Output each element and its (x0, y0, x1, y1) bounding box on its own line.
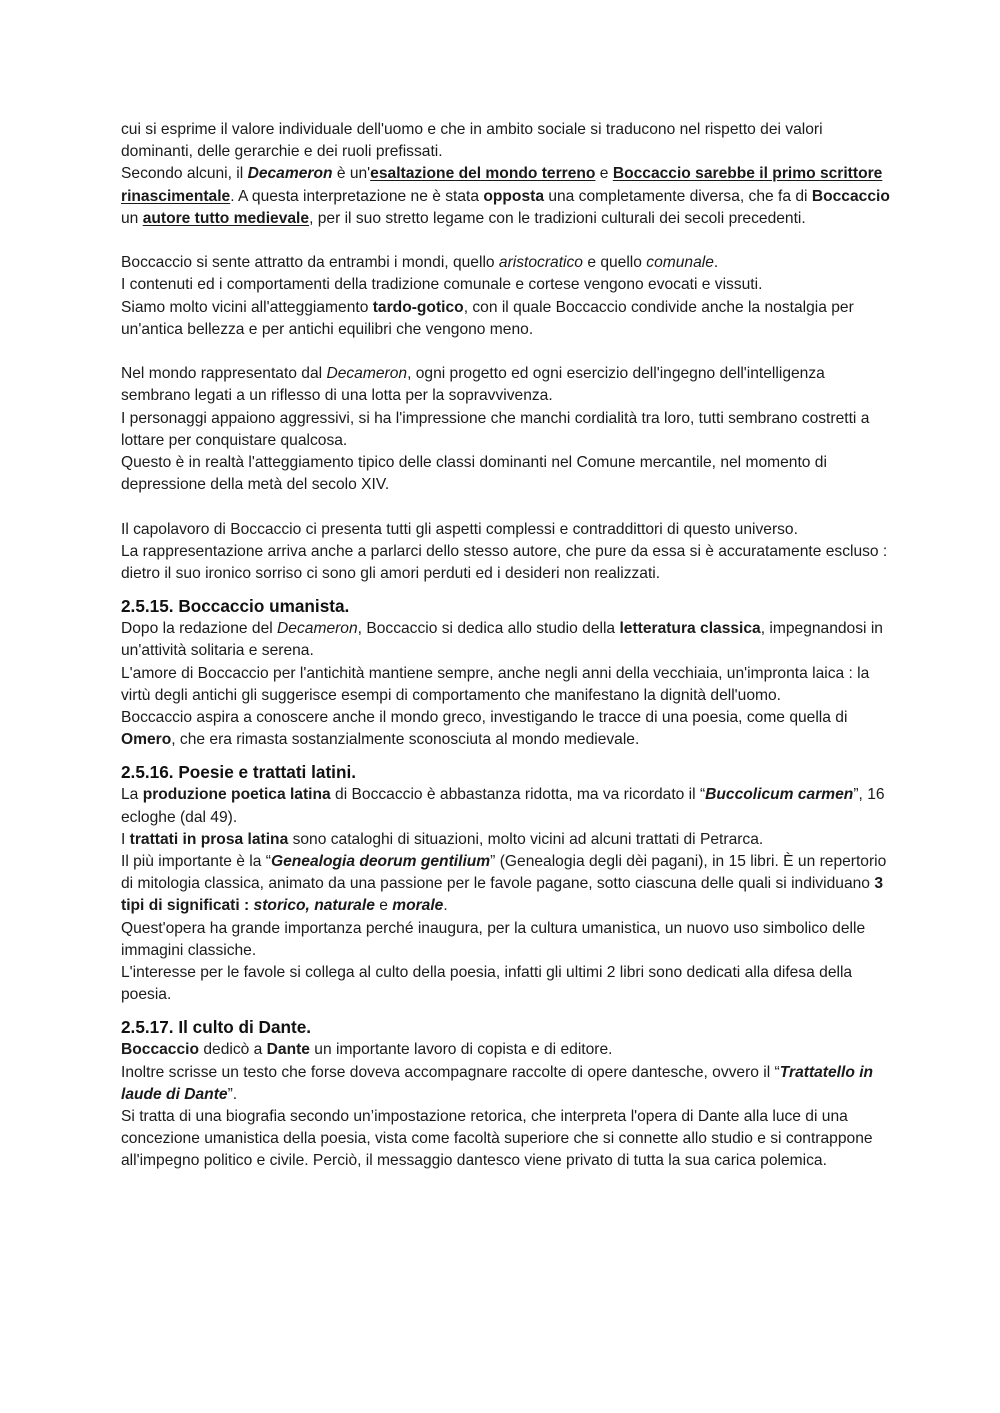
paragraph-gap (121, 341, 891, 363)
paragraph (121, 297, 891, 341)
text-run: un (121, 209, 143, 227)
text-run: . (443, 897, 448, 915)
underlined-keyword: Boccaccio sarebbe il primo scrittore rinascimentale (121, 165, 883, 205)
text-run: , impegnandosi in un'attività solitaria e serena. (121, 620, 883, 660)
paragraph: I personaggi appaiono aggressivi, si ha l'impressione che manchi cordialità tra loro, tutti sembrano costretti a lottare per conquistare qualcosa. (121, 409, 870, 449)
text-run: dedicò a (199, 1041, 267, 1059)
paragraph (121, 163, 891, 230)
text-run: , ogni progetto ed ogni esercizio dell'ingegno dell'intelligenza sembrano legati a un riflesso di una lotta per la sopravvivenza. (121, 365, 825, 405)
paragraph (121, 363, 891, 407)
paragraph (121, 252, 891, 274)
text-run: ”, 16 ecloghe (dal 49). (121, 786, 885, 826)
bold-keyword: opposta (483, 187, 544, 205)
bold-keyword: Boccaccio (811, 187, 890, 205)
section-heading: 2.5.17. Il culto di Dante. (121, 1017, 312, 1038)
paragraph: L'amore di Boccaccio per l'antichità mantiene sempre, anche negli anni della vecchiaia, un'impronta laica : la virtù degli antichi gli suggerisce esempi di comportamento che manifestano la dignità dell'uomo. (121, 664, 870, 704)
paragraph: L'interesse per le favole si collega al culto della poesia, infatti gli ultimi 2 libri sono dedicati alla difesa della poesia. (121, 964, 853, 1004)
text-run: è un' (332, 165, 371, 183)
italic-term: aristocratico (498, 254, 583, 272)
text-run: Secondo alcuni, il (121, 165, 248, 183)
text-run: Siamo molto vicini all'atteggiamento (121, 298, 373, 316)
paragraph: La rappresentazione arriva anche a parlarci dello stesso autore, che pure da essa si è accuratamente escluso : dietro il suo ironico sorriso ci sono gli amori perduti ed i desideri non realizzati. (121, 542, 888, 583)
text-run: Boccaccio aspira a conoscere anche il mondo greco, investigando le tracce di una poesia, come quella di (121, 709, 848, 727)
bold-italic-term: morale (392, 897, 444, 915)
paragraph (121, 1062, 891, 1106)
text-run: un importante lavoro di copista e di editore. (309, 1041, 613, 1059)
work-title: Trattatello in laude di Dante (121, 1063, 874, 1103)
text-run: Il più importante è la “ (121, 853, 271, 871)
paragraph (121, 707, 891, 751)
text-run: , Boccaccio si dedica allo studio della (357, 620, 620, 638)
text-run: ”. (227, 1085, 238, 1103)
bold-keyword: letteratura classica (619, 620, 761, 638)
italic-term: comunale (646, 254, 714, 272)
paragraph: Quest'opera ha grande importanza perché inaugura, per la cultura umanistica, un nuovo uso simbolico delle immagini classiche. (121, 919, 866, 959)
paragraph (121, 1039, 891, 1061)
text-run: , per il suo stretto legame con le tradizioni culturali dei secoli precedenti. (309, 209, 806, 227)
paragraph-gap (121, 230, 891, 252)
paragraph (121, 829, 891, 851)
text-run: e (595, 165, 613, 183)
work-title: Buccolicum carmen (705, 786, 854, 804)
text-run: ” (Genealogia degli dèi pagani), in 15 libri. È un repertorio di mitologia classica, animato da una passione per le favole pagane, sotto ciascuna delle quali si individuano (121, 853, 887, 893)
bold-keyword: Omero (121, 731, 172, 749)
text-run: di Boccaccio è abbastanza ridotta, ma va ricordato il “ (330, 786, 706, 804)
section-heading: 2.5.16. Poesie e trattati latini. (121, 762, 356, 783)
paragraph (121, 784, 891, 828)
paragraph: Il capolavoro di Boccaccio ci presenta tutti gli aspetti complessi e contraddittori di questo universo. (121, 520, 798, 538)
paragraph: Questo è in realtà l'atteggiamento tipico delle classi dominanti nel Comune mercantile, nel momento di depressione della metà del secolo XIV. (121, 454, 827, 494)
text-run: Dopo la redazione del (121, 620, 278, 638)
text-run: . A questa interpretazione ne è stata (230, 187, 484, 205)
paragraph: I contenuti ed i comportamenti della tradizione comunale e cortese vengono evocati e vissuti. (121, 276, 763, 294)
text-run: Nel mondo rappresentato dal (121, 365, 327, 383)
text-run: sono cataloghi di situazioni, molto vicini ad alcuni trattati di Petrarca. (288, 830, 764, 848)
paragraph: Si tratta di una biografia secondo un’impostazione retorica, che interpreta l'opera di Dante alla luce di una concezione umanistica della poesia, vista come facoltà superiore che si connette allo studio e si contrappone all'impegno politico e civile. Perciò, il messaggio dantesco viene privato di tutta la sua carica polemica. (121, 1108, 873, 1170)
bold-keyword: produzione poetica latina (142, 786, 331, 804)
text-run: e (374, 897, 393, 915)
text-run: Inoltre scrisse un testo che forse doveva accompagnare raccolte di opere dantesche, ovvero il “ (121, 1063, 780, 1081)
work-title: Decameron (326, 365, 408, 383)
underlined-keyword: autore tutto medievale (142, 209, 310, 227)
section-heading: 2.5.15. Boccaccio umanista. (121, 596, 350, 617)
bold-keyword: Dante (266, 1041, 310, 1059)
text-run: La (121, 786, 143, 804)
text-run: . (713, 254, 719, 272)
bold-italic-term: storico, naturale (253, 897, 375, 915)
work-title: Genealogia deorum gentilium (270, 853, 491, 871)
bold-keyword: 3 tipi di significati : (121, 875, 883, 915)
work-title: Decameron (277, 620, 358, 638)
bold-keyword: trattati in prosa latina (129, 830, 289, 848)
paragraph (121, 618, 891, 662)
document-page (121, 119, 891, 1173)
text-run: , che era rimasta sostanzialmente sconosciuta al mondo medievale. (171, 731, 640, 749)
text-run: I (121, 830, 130, 848)
paragraph (121, 851, 891, 918)
text-run: e quello (582, 254, 647, 272)
text-run: , con il quale Boccaccio condivide anche la nostalgia per un'antica bellezza e per antichi equilibri che vengono meno. (121, 298, 854, 338)
paragraph: cui si esprime il valore individuale dell'uomo e che in ambito sociale si traducono nel rispetto dei valori dominanti, delle gerarchie e dei ruoli prefissati. (121, 121, 823, 161)
bold-keyword: Boccaccio (121, 1041, 200, 1059)
bold-keyword: tardo-gotico (372, 298, 464, 316)
paragraph-gap (121, 496, 891, 518)
underlined-keyword: esaltazione del mondo terreno (370, 165, 596, 183)
text-run: Boccaccio si sente attratto da entrambi i mondi, quello (121, 254, 499, 272)
work-title: Decameron (247, 165, 333, 183)
text-run: una completamente diversa, che fa di (544, 187, 812, 205)
